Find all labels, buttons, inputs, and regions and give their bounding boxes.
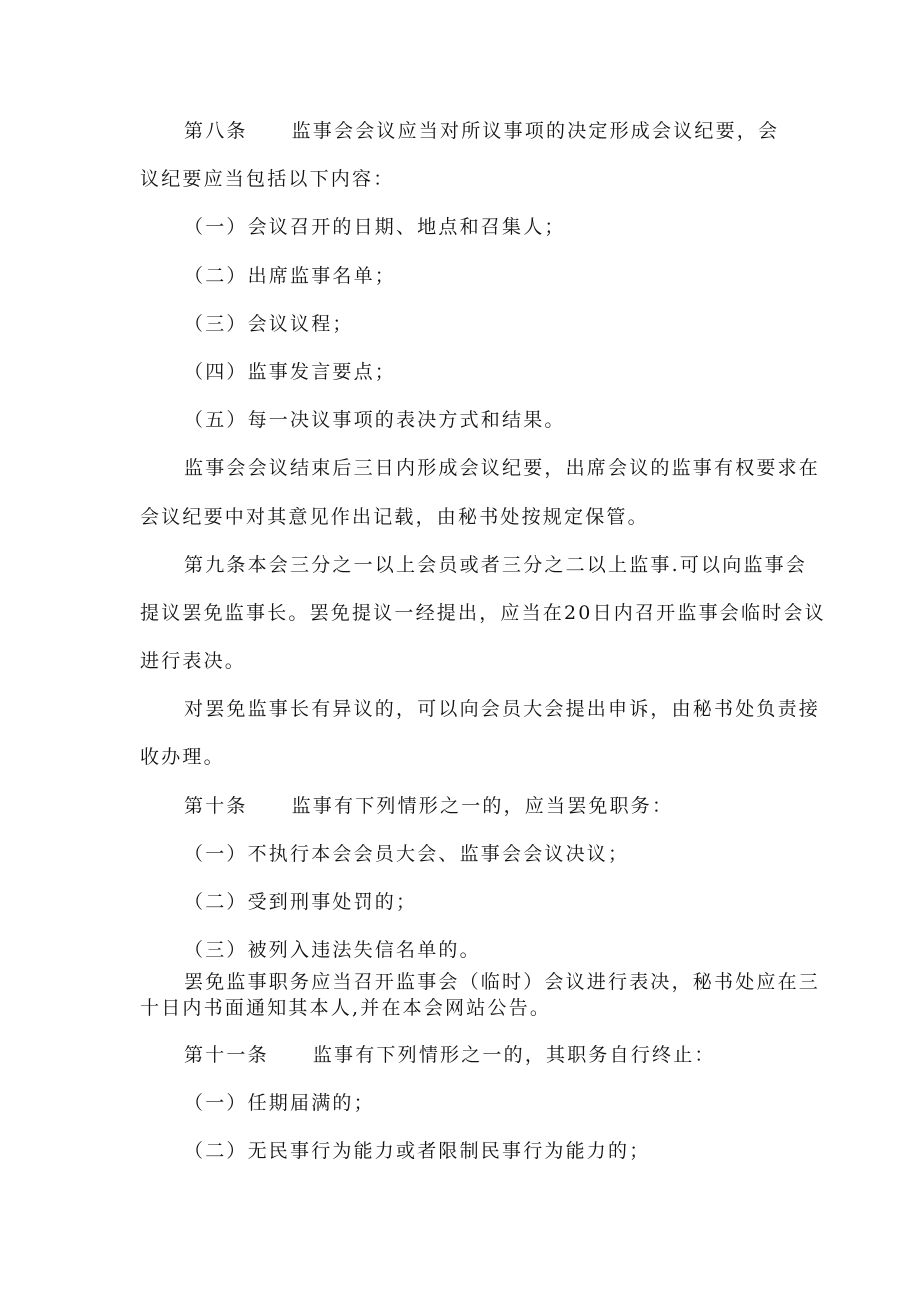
article-8-text-1: 监事会会议应当对所议事项的决定形成会议纪要，会 [291,120,780,142]
article-10-line-1 [184,794,673,818]
article-8-line-2: 议纪要应当包括以下内容： [140,168,395,190]
article-10-para-line-2: 十日内书面通知其本人,并在本会网站公告。 [140,997,552,1019]
article-10-item-1: （一）不执行本会会员大会、监事会会议决议； [184,843,630,865]
article-10-text-1: 监事有下列情形之一的，应当罢免职务： [291,795,674,817]
article-8-item-1: （一）会议召开的日期、地点和召集人； [184,216,566,238]
article-9-line-1: 第九条本会三分之一以上会员或者三分之二以上监事.可以向监事会 [184,554,808,576]
article-10-item-2: （二）受到刑事处罚的； [184,891,418,913]
article-8-item-5: （五）每一决议事项的表决方式和结果。 [184,409,566,431]
article-8-para-line-2: 会议纪要中对其意见作出记载，由秘书处按规定保管。 [140,506,649,528]
article-10-item-3: （三）被列入违法失信名单的。 [184,939,481,961]
article-11-item-2: （二）无民事行为能力或者限制民事行为能力的； [184,1140,651,1162]
article-8-para-line-1: 监事会会议结束后三日内形成会议纪要，出席会议的监事有权要求在 [184,457,821,479]
article-8-line-1 [184,119,779,143]
article-8-heading: 第八条 [184,120,248,142]
article-9-para-line-2: 收办理。 [140,746,225,768]
article-8-item-3: （三）会议议程； [184,313,354,335]
article-8-item-2: （二）出席监事名单； [184,265,397,287]
article-11-line-1 [184,1043,716,1067]
article-10-heading: 第十条 [184,795,248,817]
article-11-heading: 第十一条 [184,1044,269,1066]
article-11-item-1: （一）任期届满的； [184,1092,375,1114]
article-9-para-line-1: 对罢免监事长有异议的，可以向会员大会提出申诉，由秘书处负责接 [184,698,821,720]
article-9-line-3: 进行表决。 [140,650,247,672]
article-10-para-line-1: 罢免监事职务应当召开监事会（临时）会议进行表决，秘书处应在三 [184,971,821,993]
article-8-item-4: （四）监事发言要点； [184,361,397,383]
article-11-text-1: 监事有下列情形之一的，其职务自行终止： [312,1044,716,1066]
article-9-line-2: 提议罢免监事长。罢免提议一经提出，应当在20日内召开监事会临时会议 [140,602,826,624]
